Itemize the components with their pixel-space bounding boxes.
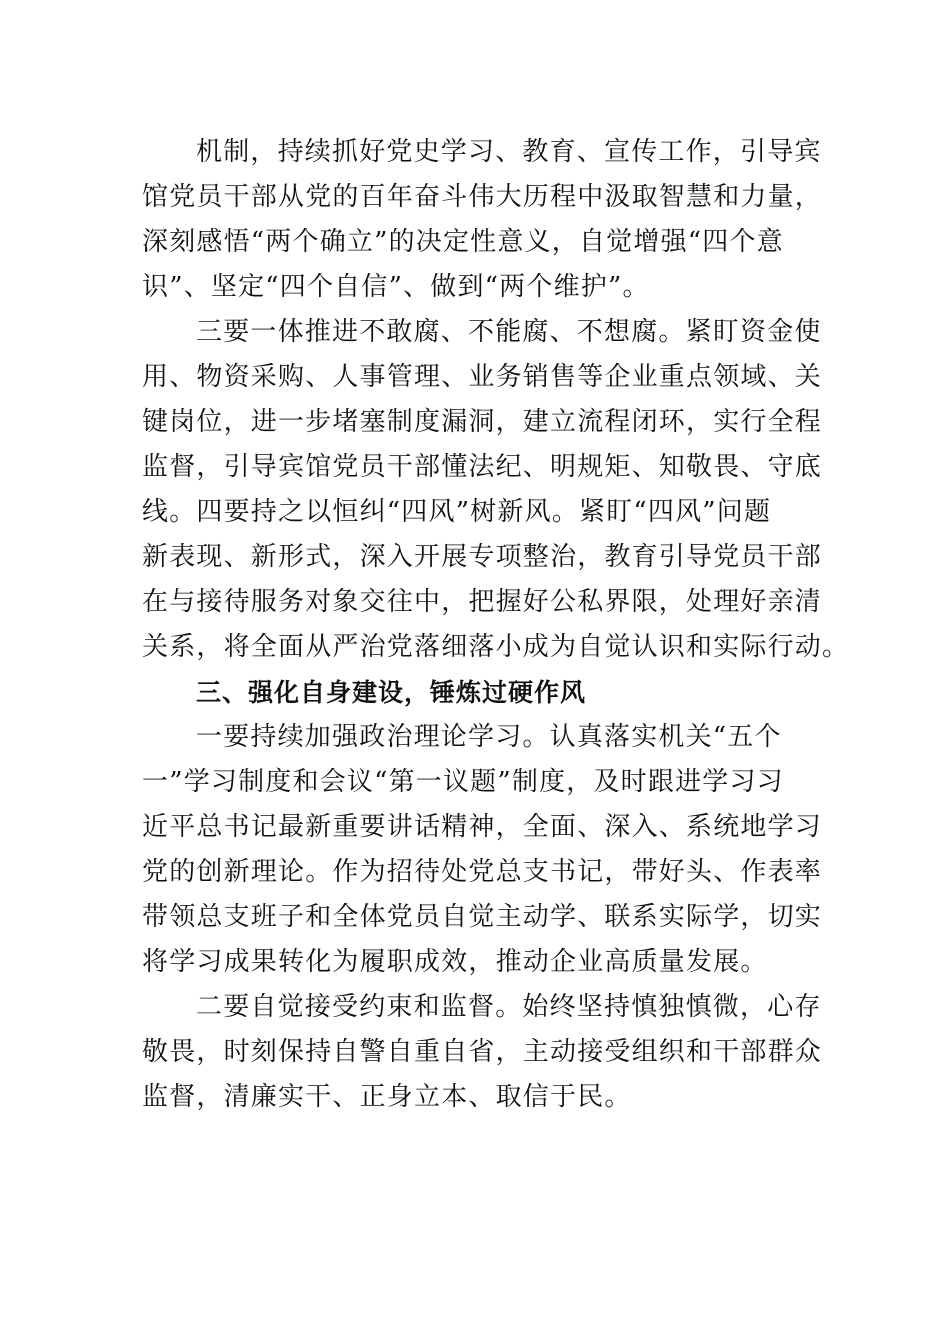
text-line: 用、物资采购、人事管理、业务销售等企业重点领域、关 xyxy=(142,362,823,392)
document-body xyxy=(142,130,850,1120)
text-line: 馆党员干部从党的百年奋斗伟大历程中汲取智慧和力量， xyxy=(142,182,823,212)
paragraph-4 xyxy=(142,985,823,1120)
text-line: 近平总书记最新重要讲话精神，全面、深入、系统地学习 xyxy=(142,812,823,842)
text-line: 关系，将全面从严治党落细落小成为自觉认识和实际行动。 xyxy=(142,632,850,662)
text-line: 一要持续加强政治理论学习。认真落实机关“五个 xyxy=(196,722,782,752)
section-heading: 三、强化自身建设，锤炼过硬作风 xyxy=(196,678,587,707)
text-line: 带领总支班子和全体党员自觉主动学、联系实际学，切实 xyxy=(142,902,823,932)
text-line: 监督，清廉实干、正身立本、取信于民。 xyxy=(142,1082,632,1112)
text-line: 在与接待服务对象交往中，把握好公私界限，处理好亲清 xyxy=(142,587,823,617)
text-line: 敬畏，时刻保持自警自重自省，主动接受组织和干部群众 xyxy=(142,1037,823,1067)
text-line: 三要一体推进不敢腐、不能腐、不想腐。紧盯资金使 xyxy=(196,317,822,347)
text-line: 识”、坚定“四个自信”、做到“两个维护”。 xyxy=(142,272,650,302)
text-line: 二要自觉接受约束和监督。始终坚持慎独慎微，心存 xyxy=(196,992,822,1022)
text-line: 深刻感悟“两个确立”的决定性意义，自觉增强“四个意 xyxy=(142,227,784,257)
paragraph-3 xyxy=(142,715,823,985)
paragraph-1 xyxy=(142,130,823,310)
text-line: 机制，持续抓好党史学习、教育、宣传工作，引导宾 xyxy=(196,137,822,167)
text-line: 新表现、新形式，深入开展专项整治，教育引导党员干部 xyxy=(142,542,823,572)
text-line: 党的创新理论。作为招待处党总支书记，带好头、作表率 xyxy=(142,857,823,887)
text-line: 监督，引导宾馆党员干部懂法纪、明规矩、知敬畏、守底 xyxy=(142,452,823,482)
text-line: 一”学习制度和会议“第一议题”制度，及时跟进学习习 xyxy=(142,767,784,797)
paragraph-2 xyxy=(142,310,850,670)
text-line: 线。四要持之以恒纠“四风”树新风。紧盯“四风”问题 xyxy=(142,497,772,527)
text-line: 键岗位，进一步堵塞制度漏洞，建立流程闭环，实行全程 xyxy=(142,407,823,437)
text-line: 将学习成果转化为履职成效，推动企业高质量发展。 xyxy=(142,947,768,977)
